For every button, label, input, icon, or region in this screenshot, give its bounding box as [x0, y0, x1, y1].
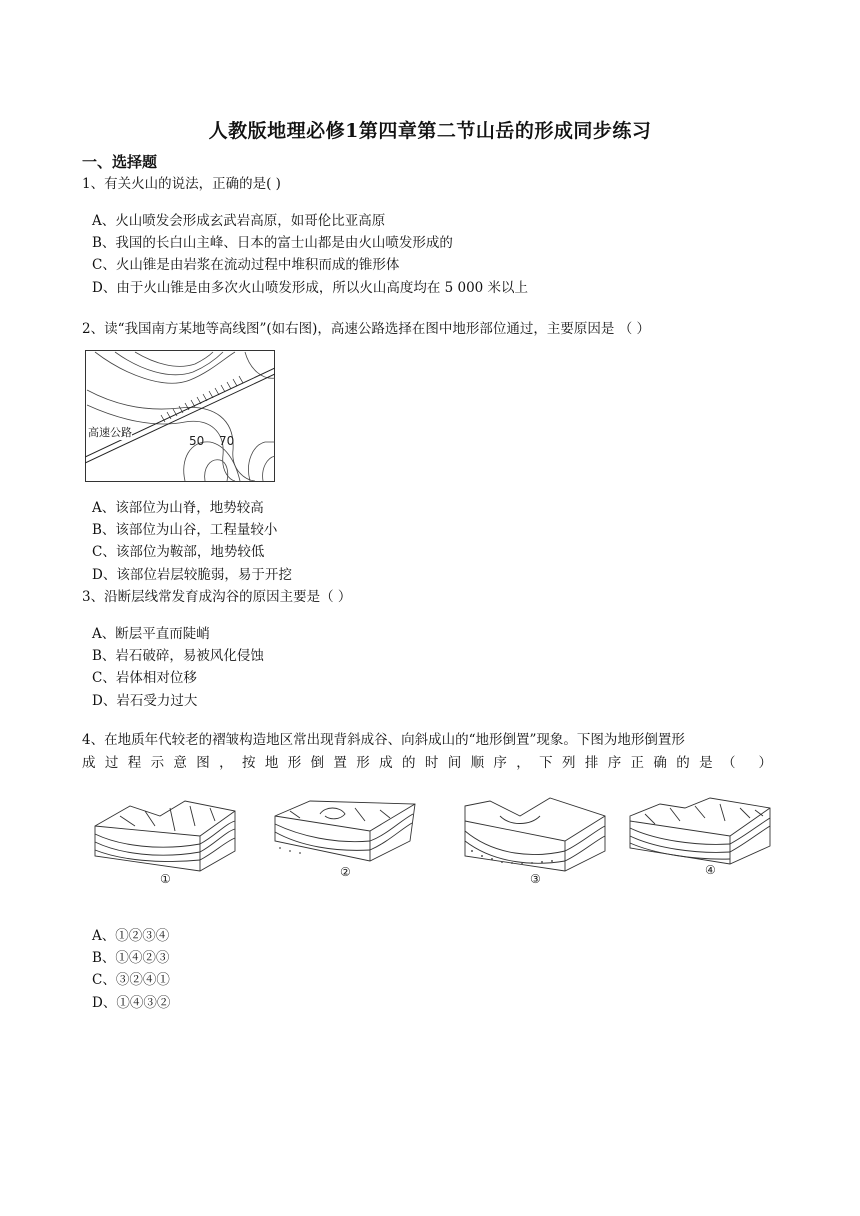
highway-label: 高速公路 — [88, 426, 132, 439]
question-3-option-d: D、岩石受力过大 — [92, 693, 198, 709]
question-4-option-a: A、①②③④ — [92, 928, 170, 944]
block-diagram-4 — [625, 796, 775, 886]
question-3-option-b: B、岩石破碎，易被风化侵蚀 — [92, 648, 264, 664]
block-label-1: ① — [160, 872, 171, 886]
question-2-option-c: C、该部位为鞍部，地势较低 — [92, 544, 265, 560]
block-diagram-1 — [90, 796, 240, 886]
question-1-option-b: B、我国的长白山主峰、日本的富士山都是由火山喷发形成的 — [92, 235, 453, 251]
terrain-inversion-figure — [90, 796, 780, 886]
question-2-stem: 2、读“我国南方某地等高线图”(如右图)，高速公路选择在图中地形部位通过，主要原因是 （ ） — [82, 321, 651, 337]
question-4-option-b: B、①④②③ — [92, 950, 170, 966]
contour-label-50: 50 — [189, 434, 205, 448]
question-2-option-d: D、该部位岩层较脆弱，易于开挖 — [92, 567, 292, 583]
question-4-stem-line-2: 成过程示意图，按地形倒置形成的时间顺序，下列排序正确的是（ ） — [82, 755, 772, 771]
question-1-option-d: D、由于火山锥是由多次火山喷发形成，所以火山高度均在 5 000 米以上 — [92, 280, 529, 296]
question-3-option-a: A、断层平直而陡峭 — [92, 626, 210, 642]
block-label-3: ③ — [530, 872, 541, 886]
block-diagram-2 — [270, 796, 420, 886]
question-4-option-d: D、①④③② — [92, 995, 171, 1011]
question-2-option-b: B、该部位为山谷，工程量较小 — [92, 522, 278, 538]
block-label-2: ② — [340, 865, 351, 879]
section-heading: 一、选择题 — [82, 153, 158, 171]
question-4-stem-line-1: 4、在地质年代较老的褶皱构造地区常出现背斜成谷、向斜成山的“地形倒置”现象。下图为地形倒置形 — [82, 732, 685, 748]
contour-map-figure — [85, 350, 275, 482]
question-2-option-a: A、该部位为山脊，地势较高 — [92, 500, 264, 516]
page-title: 人教版地理必修1第四章第二节山岳的形成同步练习 — [208, 120, 652, 142]
question-1-option-c: C、火山锥是由岩浆在流动过程中堆积而成的锥形体 — [92, 257, 400, 273]
question-3-stem: 3、沿断层线常发育成沟谷的原因主要是（ ） — [82, 589, 352, 605]
contour-label-70: 70 — [219, 434, 235, 448]
question-3-option-c: C、岩体相对位移 — [92, 670, 197, 686]
block-diagram-3 — [460, 796, 610, 886]
question-4-option-c: C、③②④① — [92, 972, 170, 988]
question-1-option-a: A、火山喷发会形成玄武岩高原，如哥伦比亚高原 — [92, 213, 386, 229]
block-label-4: ④ — [705, 863, 716, 877]
question-1-stem: 1、有关火山的说法，正确的是( ) — [82, 176, 281, 192]
